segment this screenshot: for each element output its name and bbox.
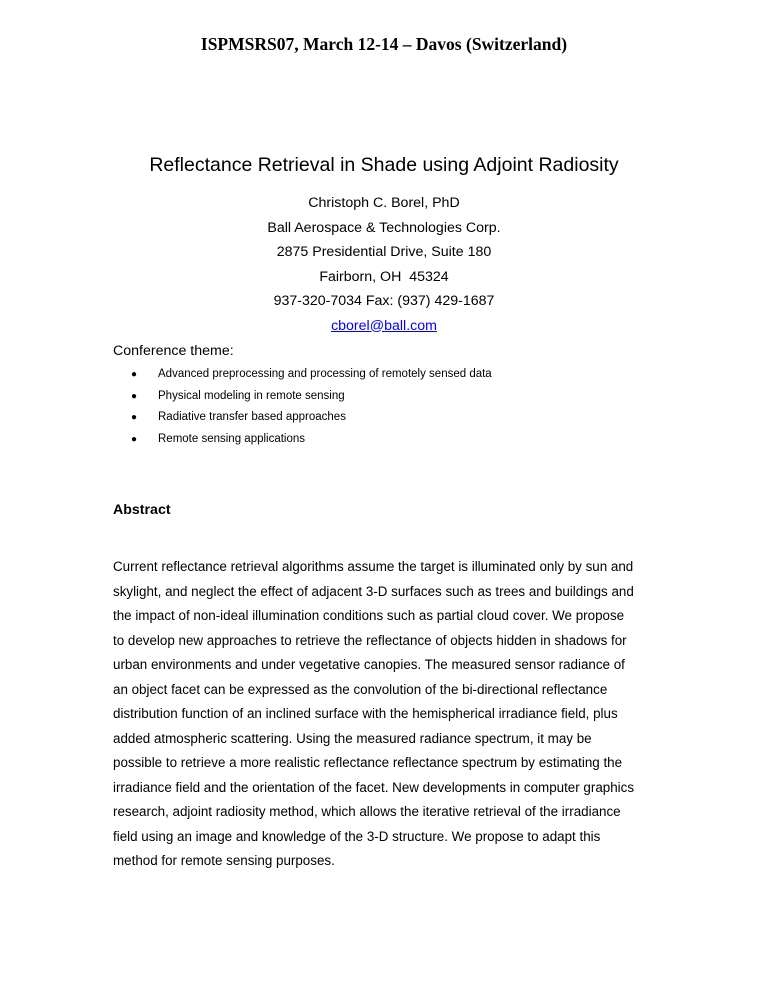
author-name: Christoph C. Borel, PhD bbox=[308, 195, 460, 211]
conference-theme-heading: Conference theme: bbox=[113, 343, 234, 359]
phone-fax: 937-320-7034 Fax: (937) 429-1687 bbox=[273, 293, 495, 309]
abstract-body bbox=[113, 555, 673, 874]
bullet-icon: ● bbox=[131, 390, 138, 402]
abstract-line: an object facet can be expressed as the convolution of the bi-directional reflectance bbox=[113, 681, 608, 697]
address-line-1: 2875 Presidential Drive, Suite 180 bbox=[276, 244, 492, 260]
abstract-heading: Abstract bbox=[113, 502, 171, 518]
bullet-icon: ● bbox=[131, 412, 138, 423]
theme-item-label: Advanced preprocessing and processing of remotely sensed data bbox=[158, 368, 492, 380]
bullet-icon: ● bbox=[131, 433, 138, 445]
list-item bbox=[113, 364, 492, 386]
abstract-line: irradiance field and the orientation of the facet. New developments in computer graphics bbox=[113, 779, 635, 795]
list-item bbox=[113, 429, 492, 451]
abstract-line: Current reflectance retrieval algorithms assume the target is illuminated only by sun and bbox=[113, 559, 634, 574]
theme-item-label: Remote sensing applications bbox=[158, 432, 306, 445]
list-item bbox=[113, 386, 492, 408]
abstract-line: added atmospheric scattering. Using the measured radiance spectrum, it may be bbox=[113, 730, 592, 746]
abstract-line: the impact of non-ideal illumination conditions such as partial cloud cover. We propose bbox=[113, 608, 625, 623]
paper-title: Reflectance Retrieval in Shade using Adjoint Radiosity bbox=[149, 154, 619, 176]
bullet-icon: ● bbox=[131, 369, 138, 380]
conference-theme-list bbox=[113, 364, 492, 450]
abstract-line: method for remote sensing purposes. bbox=[113, 853, 335, 868]
theme-item-label: Physical modeling in remote sensing bbox=[158, 389, 345, 402]
page-header: ISPMSRS07, March 12-14 – Davos (Switzerland) bbox=[200, 34, 568, 54]
abstract-line: distribution function of an inclined surface with the hemispherical irradiance field, plus bbox=[113, 706, 618, 721]
list-item bbox=[113, 407, 492, 429]
abstract-line: to develop new approaches to retrieve the reflectance of objects hidden in shadows for bbox=[113, 632, 627, 648]
address-line-2: Fairborn, OH 45324 bbox=[319, 268, 449, 285]
theme-item-label: Radiative transfer based approaches bbox=[158, 411, 346, 423]
affiliation: Ball Aerospace & Technologies Corp. bbox=[267, 219, 501, 236]
abstract-line: research, adjoint radiosity method, which allows the iterative retrieval of the irradiance bbox=[113, 804, 621, 819]
abstract-line: field using an image and knowledge of the 3-D structure. We propose to adapt this bbox=[113, 828, 601, 844]
abstract-line: skylight, and neglect the effect of adjacent 3-D surfaces such as trees and buildings and bbox=[113, 583, 634, 599]
email-link[interactable]: cborel@ball.com bbox=[331, 317, 437, 334]
abstract-line: possible to retrieve a more realistic reflectance reflectance spectrum by estimating the bbox=[113, 755, 623, 770]
abstract-line: urban environments and under vegetative canopies. The measured sensor radiance of bbox=[113, 657, 625, 672]
author-block bbox=[0, 191, 768, 338]
